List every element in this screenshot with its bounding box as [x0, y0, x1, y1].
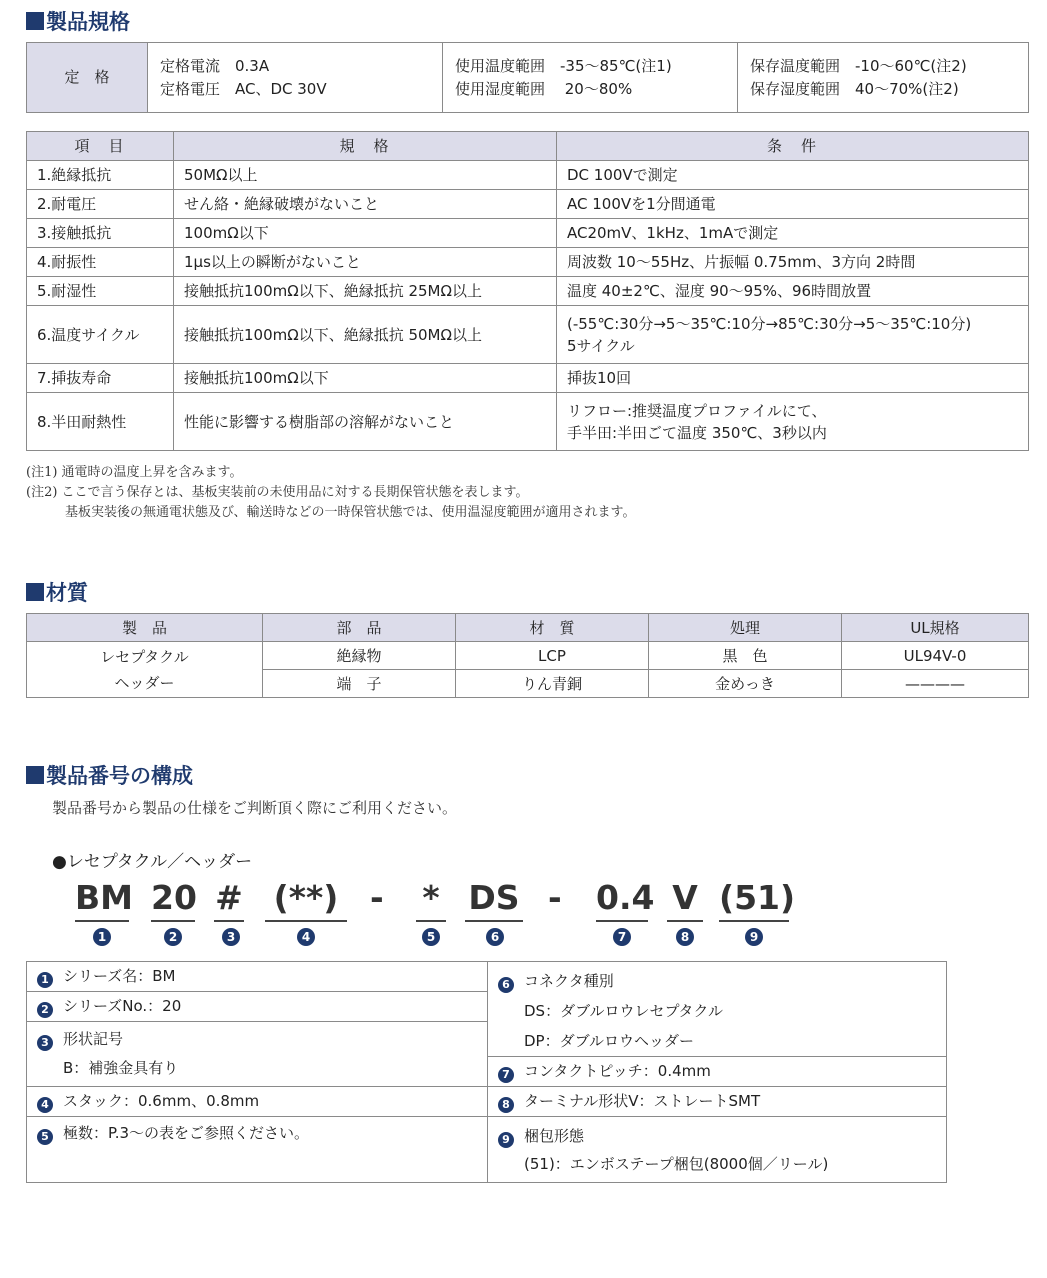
pn-segment: DS [465, 876, 523, 922]
table-row: 6.温度サイクル 接触抵抗100mΩ以下、絶縁抵抗 50MΩ以上 (-55℃:30分→5～35℃:10分→85℃:30分→5～35℃:10分) 5サイクル [27, 306, 1029, 364]
code-item-3: 3 形状記号 B：補強金具有り [27, 1022, 488, 1087]
number-circle-icon: 3 [222, 928, 240, 946]
rating-operating-range: 使用温度範囲 -35～85℃(注1) 使用湿度範囲 20～80% [443, 43, 738, 113]
pn-separator: - [370, 878, 384, 917]
spec-header-condition: 条 件 [557, 132, 1029, 161]
number-circle-icon: 8 [498, 1097, 514, 1113]
table-row: 3.接触抵抗 100mΩ以下 AC20mV、1kHz、1mAで測定 [27, 219, 1029, 248]
pn-segment: V [667, 876, 703, 922]
code-legend-table [26, 961, 947, 1183]
table-row: 7.挿抜寿命 接触抵抗100mΩ以下 挿抜10回 [27, 364, 1029, 393]
number-circle-icon: 6 [498, 977, 514, 993]
number-circle-icon: 5 [37, 1129, 53, 1145]
footnote: 基板実装後の無通電状態及び、輸送時などの一時保管状態では、使用温湿度範囲が適用されます。 [26, 505, 636, 520]
number-circle-icon: 4 [297, 928, 315, 946]
number-circle-icon: 7 [498, 1067, 514, 1083]
number-circle-icon: 3 [37, 1035, 53, 1051]
material-table [26, 613, 1029, 698]
material-header-ul: UL規格 [842, 614, 1029, 642]
code-item-4: 4 スタック：0.6mm、0.8mm [27, 1087, 488, 1117]
material-header-part: 部 品 [263, 614, 456, 642]
part-number-intro: 製品番号から製品の仕様をご判断頂く際にご利用ください。 [52, 799, 458, 817]
code-item-9: 9 梱包形態 (51)：エンボステープ梱包(8000個／リール) [488, 1117, 947, 1183]
section-title-part-number: 製品番号の構成 [26, 760, 193, 790]
square-bullet-icon [26, 766, 44, 784]
square-bullet-icon [26, 583, 44, 601]
pn-segment: 0.4 [596, 876, 648, 922]
pn-segment: 20 [151, 876, 195, 922]
code-item-7: 7 コンタクトピッチ：0.4mm [488, 1057, 947, 1087]
table-row: レセプタクル ヘッダー 絶縁物 LCP 黒 色 UL94V-0 [27, 642, 1029, 670]
rating-table [26, 42, 1029, 113]
number-circle-icon: 9 [498, 1132, 514, 1148]
footnote: (注2) ここで言う保存とは、基板実装前の未使用品に対する長期保管状態を表します。 [26, 485, 529, 500]
section-title-material: 材質 [26, 577, 88, 607]
rating-storage-range: 保存温度範囲 -10～60℃(注2) 保存湿度範囲 40～70%(注2) [738, 43, 1029, 113]
number-circle-icon: 9 [745, 928, 763, 946]
code-item-1: 1 シリーズ名：BM [27, 962, 488, 992]
table-row: 8.半田耐熱性 性能に影響する樹脂部の溶解がないこと リフロー:推奨温度プロファイルにて、 手半田:半田ごて温度 350℃、3秒以内 [27, 393, 1029, 451]
part-number-label: ●レセプタクル／ヘッダー [52, 852, 253, 872]
pn-segment: * [416, 876, 446, 922]
number-circle-icon: 1 [93, 928, 111, 946]
spec-header-spec: 規 格 [174, 132, 557, 161]
number-circle-icon: 5 [422, 928, 440, 946]
number-circle-icon: 2 [37, 1002, 53, 1018]
number-circle-icon: 4 [37, 1097, 53, 1113]
section-title-spec: 製品規格 [26, 6, 130, 36]
number-circle-icon: 1 [37, 972, 53, 988]
table-row: 2.耐電圧 せん絡・絶縁破壊がないこと AC 100Vを1分間通電 [27, 190, 1029, 219]
pn-segment: (**) [265, 876, 347, 922]
code-item-8: 8 ターミナル形状V：ストレートSMT [488, 1087, 947, 1117]
material-product: レセプタクル ヘッダー [27, 642, 263, 698]
number-circle-icon: 2 [164, 928, 182, 946]
code-item-6: 6 コネクタ種別 DS：ダブルロウレセプタクル DP：ダブルロウヘッダー [488, 962, 947, 1057]
pn-separator: - [548, 878, 562, 917]
square-bullet-icon [26, 12, 44, 30]
rating-label: 定 格 [27, 43, 148, 113]
pn-segment: # [214, 876, 244, 922]
number-circle-icon: 8 [676, 928, 694, 946]
spec-header-item: 項 目 [27, 132, 174, 161]
material-header-finish: 処理 [649, 614, 842, 642]
table-row: 4.耐振性 1μs以上の瞬断がないこと 周波数 10～55Hz、片振幅 0.75mm、3方向 2時間 [27, 248, 1029, 277]
table-row: 5.耐湿性 接触抵抗100mΩ以下、絶縁抵抗 25MΩ以上 温度 40±2℃、湿度 90～95%、96時間放置 [27, 277, 1029, 306]
table-row: 1.絶縁抵抗 50MΩ以上 DC 100Vで測定 [27, 161, 1029, 190]
material-header-material: 材 質 [456, 614, 649, 642]
number-circle-icon: 7 [613, 928, 631, 946]
pn-segment: (51) [719, 876, 789, 922]
pn-segment: BM [75, 876, 129, 922]
footnotes [26, 463, 635, 523]
rating-current-voltage: 定格電流 0.3A 定格電圧 AC、DC 30V [148, 43, 443, 113]
spec-table [26, 131, 1029, 451]
table-row: 端 子 りん青銅 金めっき ———— [27, 670, 1029, 698]
code-item-5: 5 極数：P.3～の表をご参照ください。 [27, 1117, 488, 1183]
code-item-2: 2 シリーズNo.：20 [27, 992, 488, 1022]
number-circle-icon: 6 [486, 928, 504, 946]
footnote: (注1) 通電時の温度上昇を含みます。 [26, 465, 243, 480]
material-header-product: 製 品 [27, 614, 263, 642]
